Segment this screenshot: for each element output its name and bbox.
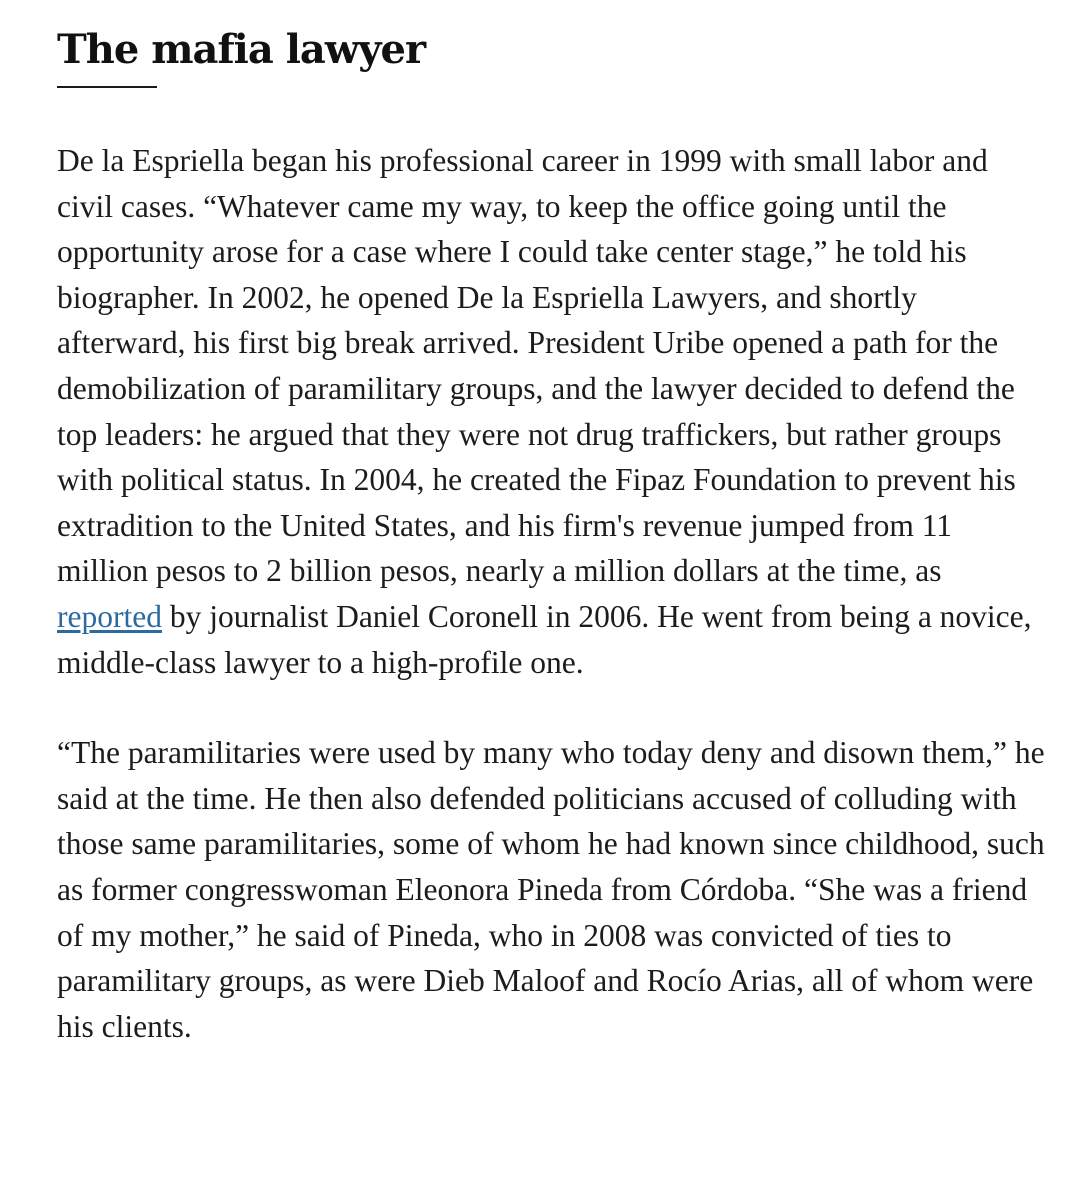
paragraph-1-text-after-link: by journalist Daniel Coronell in 2006. He went from being a novice, middle-class lawyer to a high-profile one.: [57, 598, 1032, 680]
section-heading: The mafia lawyer: [57, 26, 426, 73]
article-paragraph-2: “The paramilitaries were used by many who today deny and disown them,” he said at the time. He then also defended politicians accused of colluding with those same paramilitaries, some of whom he had known since childhood, such as former congresswoman Eleonora Pineda from Córdoba. “She was a friend of my mother,” he said of Pineda, who in 2008 was convicted of ties to paramilitary groups, as were Dieb Maloof and Rocío Arias, all of whom were his clients.: [57, 735, 1045, 1044]
article-paragraph-1: [57, 138, 1047, 685]
reported-link[interactable]: reported: [57, 598, 162, 634]
paragraph-1-text-before-link: De la Espriella began his professional career in 1999 with small labor and civil cases. “Whatever came my way, to keep the office going until the opportunity arose for a case where I could take center stage,” he told his biographer. In 2002, he opened De la Espriella Lawyers, and shortly afterward, his first big break arrived. President Uribe opened a path for the demobilization of paramilitary groups, and the lawyer decided to defend the top leaders: he argued that they were not drug traffickers, but rather groups with political status. In 2004, he created the Fipaz Foundation to prevent his extradition to the United States, and his firm's revenue jumped from 11 million pesos to 2 billion pesos, nearly a million dollars at the time, as: [57, 143, 1016, 589]
article: [57, 0, 1047, 1049]
heading-underline-divider: [57, 86, 157, 88]
